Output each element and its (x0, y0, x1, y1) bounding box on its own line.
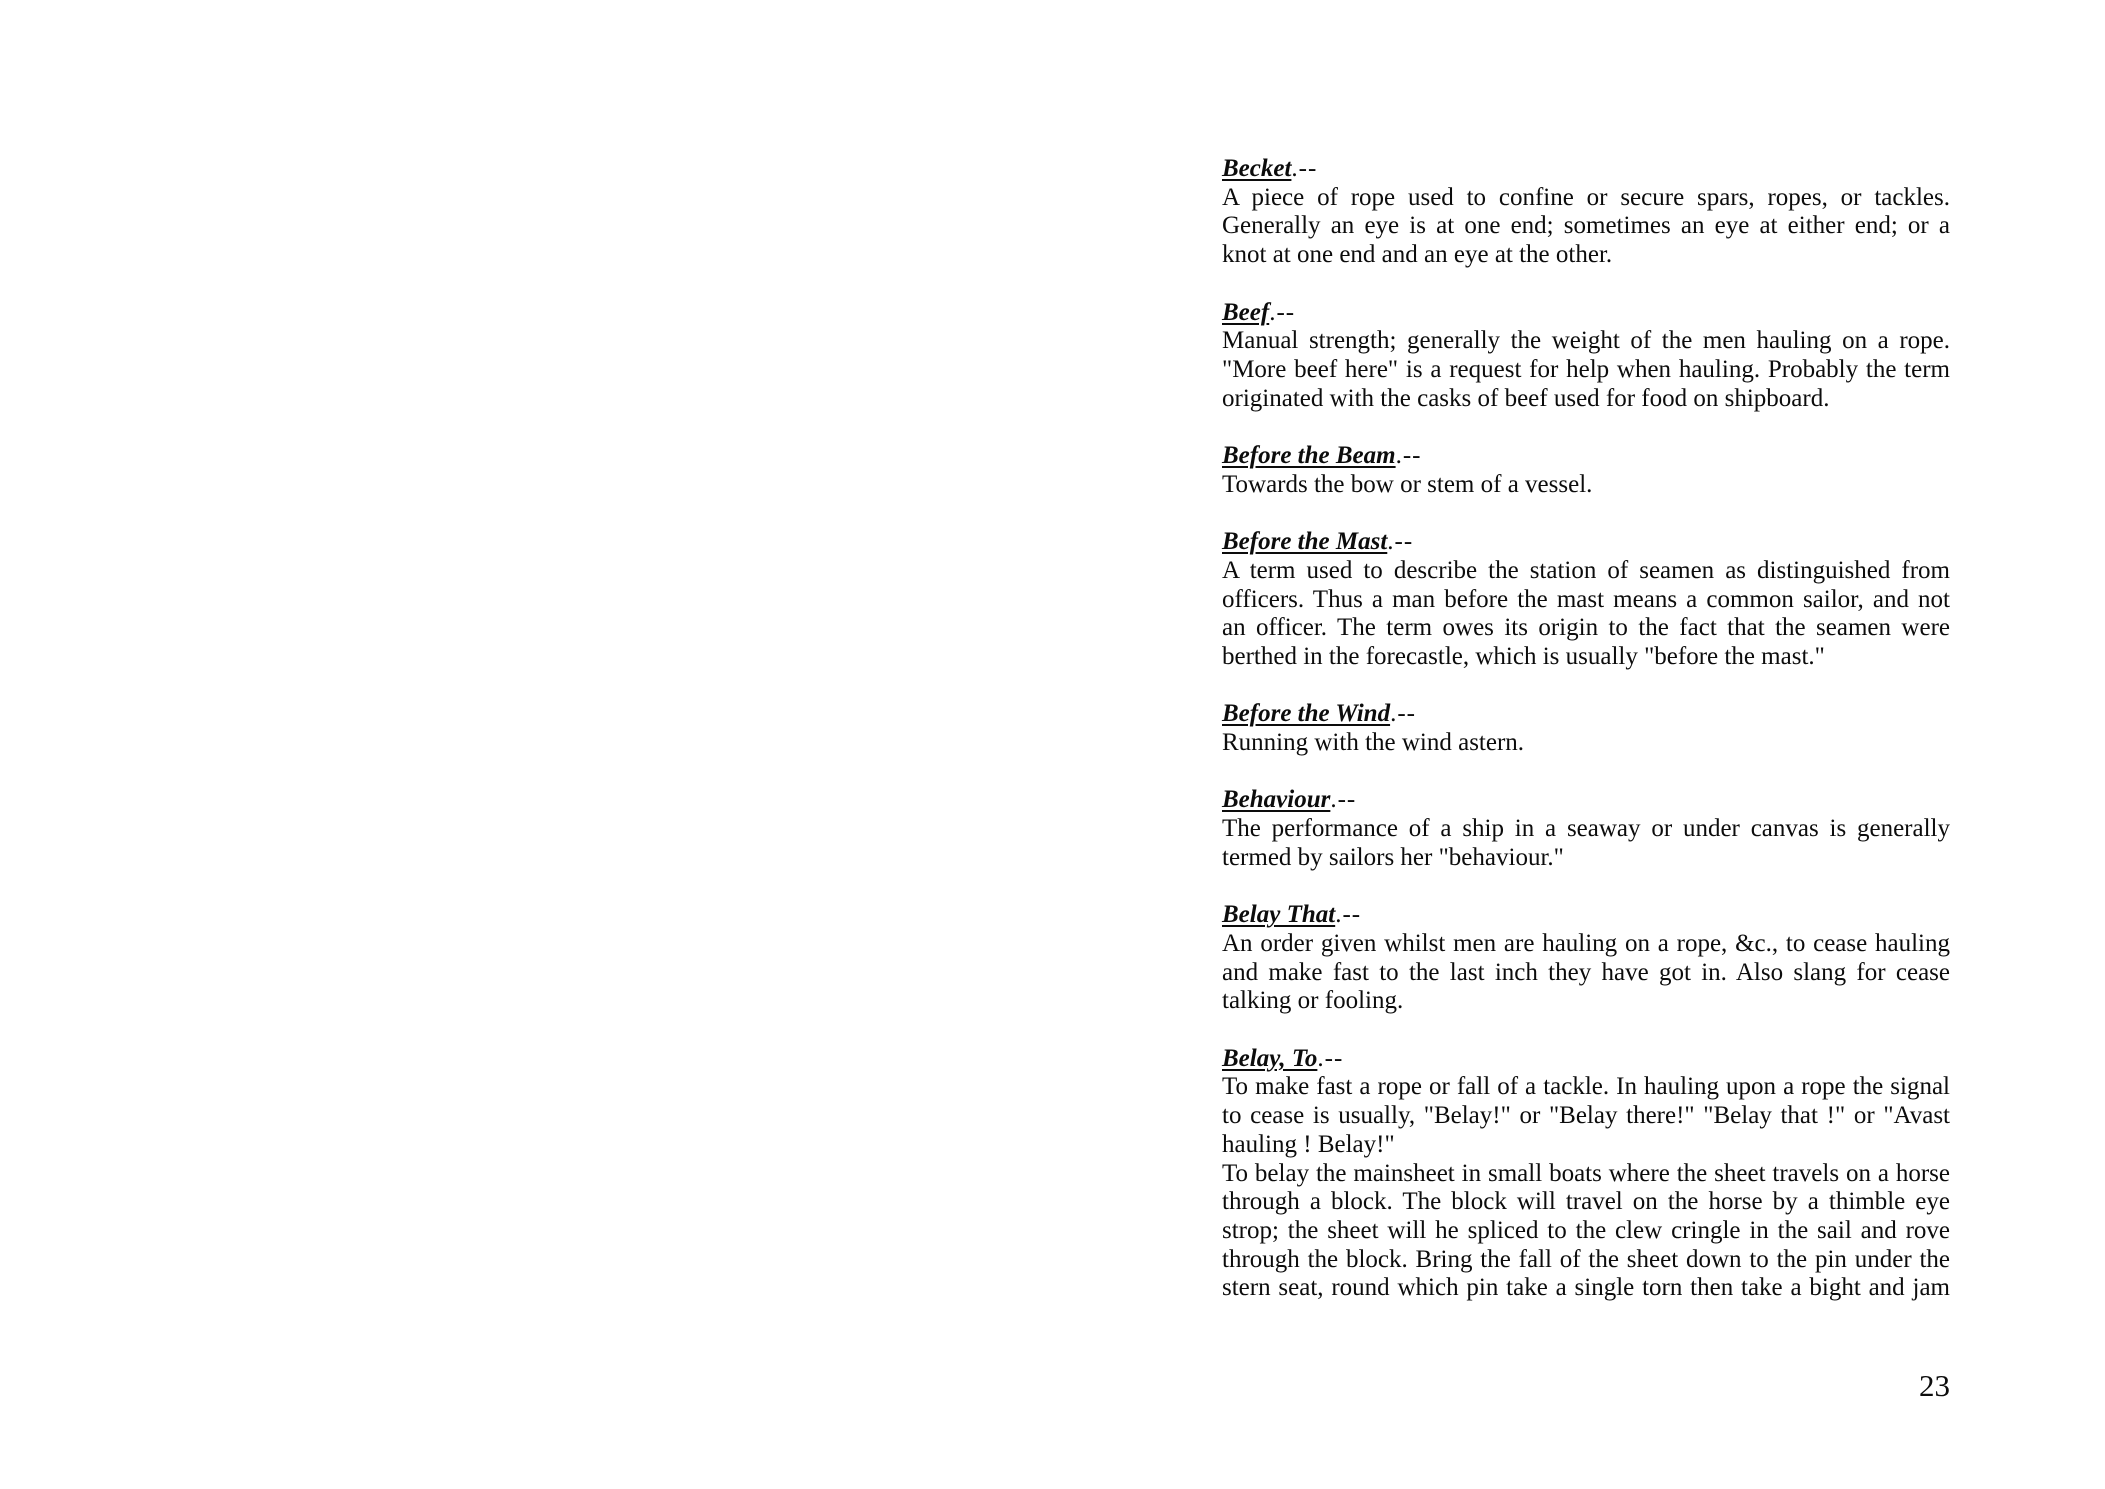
entry-term: Becket (1222, 155, 1292, 182)
entry-text-line: officers. Thus a man before the mast means a common sailor, and not (1222, 585, 1950, 613)
entry-text-line: an officer. The term owes its origin to the fact that the seamen were (1222, 614, 1950, 642)
entry-paragraph (1222, 1160, 1950, 1304)
entry-term-suffix: .-- (1390, 700, 1416, 728)
entry-text-line: through the block. Bring the fall of the sheet down to the pin under the (1222, 1245, 1950, 1273)
entry-term-suffix: .-- (1330, 786, 1357, 814)
entry-text-line: knot at one end and an eye at the other. (1222, 241, 1613, 269)
entry-text-line: A term used to describe the station of seamen as distinguished from (1222, 556, 1950, 584)
glossary-entry-before-the-beam (1222, 442, 1950, 499)
glossary-entry-behaviour (1222, 786, 1950, 872)
entry-term: Beef (1222, 298, 1270, 326)
entry-text-line: Towards the bow or stem of a vessel. (1222, 470, 1593, 498)
entry-paragraph (1222, 930, 1950, 1016)
entry-paragraph (1222, 729, 1950, 758)
entry-paragraph (1222, 471, 1950, 500)
entry-text-line: to cease is usually, "Belay!" or "Belay there!" "Belay that !" or "Avast (1222, 1102, 1950, 1130)
entry-text-line: The performance of a ship in a seaway or under canvas is generally (1222, 815, 1950, 843)
entry-term-suffix: .-- (1291, 155, 1318, 182)
page-number: 23 (1919, 1368, 1950, 1403)
entry-text-line: An order given whilst men are hauling on a rope, &c., to cease hauling (1222, 929, 1950, 957)
entry-heading (1222, 901, 1950, 930)
entry-text-line: talking or fooling. (1222, 987, 1404, 1015)
entry-paragraph (1222, 184, 1950, 270)
entry-paragraph (1222, 327, 1950, 413)
entry-term-suffix: .-- (1395, 442, 1422, 469)
entry-heading (1222, 786, 1950, 815)
entry-text-line: originated with the casks of beef used for food on shipboard. (1222, 384, 1830, 412)
entry-term: Behaviour (1222, 786, 1331, 814)
entry-heading (1222, 1045, 1950, 1074)
entry-term-suffix: .-- (1317, 1044, 1344, 1072)
entry-text-line: Running with the wind astern. (1222, 729, 1525, 756)
entry-term: Belay, To (1222, 1044, 1318, 1072)
entry-text-line: A piece of rope used to confine or secure spars, ropes, or tackles. (1222, 183, 1950, 211)
entry-text-line: To make fast a rope or fall of a tackle. In hauling upon a rope the signal (1222, 1073, 1950, 1101)
entry-heading (1222, 442, 1950, 471)
glossary-entry-beef (1222, 299, 1950, 414)
entry-heading (1222, 700, 1950, 729)
entry-heading (1222, 528, 1950, 557)
entry-text-line: stern seat, round which pin take a single torn then take a bight and jam (1222, 1274, 1950, 1302)
entry-paragraph (1222, 557, 1950, 672)
entry-paragraph (1222, 815, 1950, 872)
entry-text-line: To belay the mainsheet in small boats where the sheet travels on a horse (1222, 1159, 1950, 1187)
glossary-entry-before-the-mast (1222, 528, 1950, 672)
entry-term-suffix: .-- (1335, 901, 1362, 929)
glossary-entry-becket (1222, 155, 1950, 270)
entry-term: Before the Beam (1222, 442, 1396, 469)
entry-text-line: through a block. The block will travel on the horse by a thimble eye (1222, 1188, 1950, 1216)
entry-text-line: berthed in the forecastle, which is usually "before the mast." (1222, 642, 1825, 670)
entry-text-line: "More beef here" is a request for help when hauling. Probably the term (1222, 355, 1950, 383)
entry-term-suffix: .-- (1387, 528, 1414, 556)
glossary-column (1222, 155, 1950, 1332)
entry-text-line: termed by sailors her "behaviour." (1222, 843, 1564, 871)
entry-term: Before the Mast (1222, 528, 1388, 556)
entry-text-line: Manual strength; generally the weight of the men hauling on a rope. (1222, 327, 1950, 355)
entry-paragraph (1222, 1073, 1950, 1159)
entry-term: Belay That (1222, 901, 1336, 929)
entry-text-line: Generally an eye is at one end; sometimes an eye at either end; or a (1222, 212, 1950, 240)
entry-text-line: strop; the sheet will he spliced to the clew cringle in the sail and rove (1222, 1216, 1950, 1244)
entry-text-line: hauling ! Belay!" (1222, 1130, 1395, 1158)
glossary-entry-before-the-wind (1222, 700, 1950, 757)
glossary-entry-belay-that (1222, 901, 1950, 1016)
entry-text-line: and make fast to the last inch they have got in. Also slang for cease (1222, 958, 1950, 986)
glossary-entry-belay-to (1222, 1045, 1950, 1303)
entry-term-suffix: .-- (1269, 298, 1296, 326)
entry-heading (1222, 155, 1950, 184)
entry-term: Before the Wind (1222, 700, 1391, 728)
entry-heading (1222, 299, 1950, 328)
